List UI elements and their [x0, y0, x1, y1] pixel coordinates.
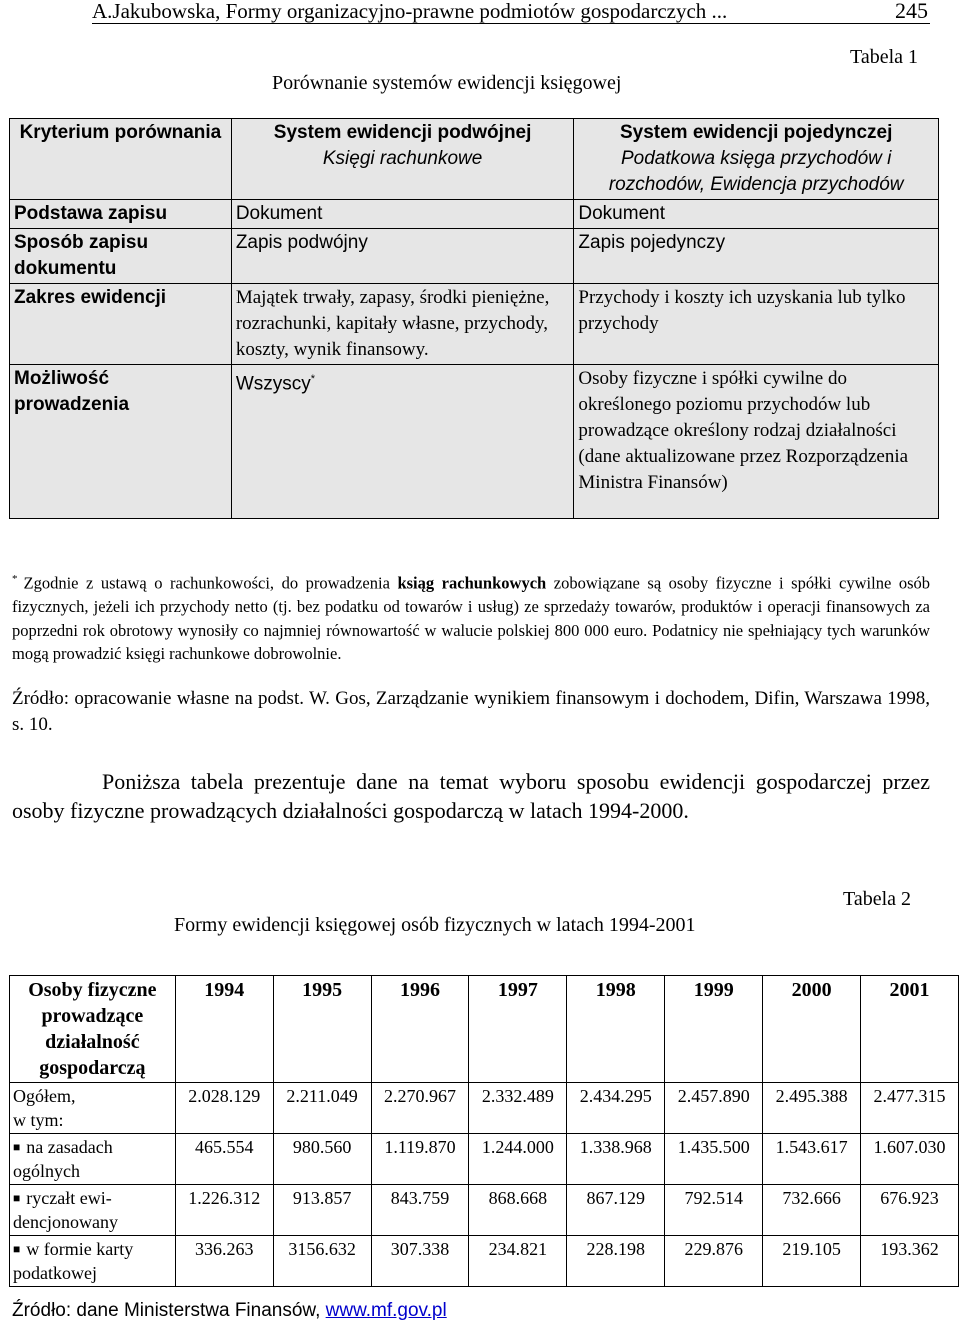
value-cell: 2.332.489 — [469, 1083, 567, 1134]
table1-title: Porównanie systemów ewidencji księgowej — [272, 72, 622, 94]
value-cell: 2.211.049 — [273, 1083, 371, 1134]
table2-label: Tabela 2 — [843, 888, 912, 910]
footnote-mark: * — [12, 573, 18, 585]
table-row — [10, 365, 939, 519]
year-header: 1997 — [469, 976, 567, 1083]
value-cell: 2.434.295 — [567, 1083, 665, 1134]
table-row — [10, 1185, 959, 1236]
year-header: 1998 — [567, 976, 665, 1083]
bookkeeping-forms-table — [9, 975, 959, 1287]
table2-title: Formy ewidencji księgowej osób fizycznych w latach 1994-2001 — [174, 914, 696, 936]
footnote-bold: ksiąg rachunkowych — [397, 573, 547, 593]
value-cell: 792.514 — [665, 1185, 763, 1236]
value-cell: 234.821 — [469, 1236, 567, 1287]
value-cell: 1.119.870 — [371, 1134, 469, 1185]
table-row — [10, 229, 939, 284]
year-header: 1999 — [665, 976, 763, 1083]
table2-source: Źródło: dane Ministerstwa Finansów, www.mf.gov.pl — [12, 1300, 447, 1321]
value-cell: 868.668 — [469, 1185, 567, 1236]
year-header: 1996 — [371, 976, 469, 1083]
header-criterion: Kryterium porównania — [10, 119, 232, 200]
table2-header-row — [10, 976, 959, 1083]
year-header: 1995 — [273, 976, 371, 1083]
ministry-link[interactable]: www.mf.gov.pl — [325, 1300, 447, 1321]
value-cell: 219.105 — [763, 1236, 861, 1287]
value-cell: 465.554 — [175, 1134, 273, 1185]
table-row — [10, 1236, 959, 1287]
double-cell: Wszyscy* — [231, 365, 574, 519]
value-cell: 732.666 — [763, 1185, 861, 1236]
table-row — [10, 200, 939, 229]
value-cell: 1.607.030 — [861, 1134, 959, 1185]
double-cell: Dokument — [231, 200, 574, 229]
value-cell: 1.338.968 — [567, 1134, 665, 1185]
single-cell: Zapis pojedynczy — [574, 229, 939, 284]
row-label: ■ w formie karty podatkowej — [10, 1236, 176, 1287]
header-single-sub: Podatkowa księga przychodów i rozchodów, Ewidencja przychodów — [608, 148, 904, 195]
value-cell: 3156.632 — [273, 1236, 371, 1287]
running-header-title: A.Jakubowska, Formy organizacyjno-prawne podmiotów gospodarczych ... — [92, 0, 728, 23]
criterion-cell: Zakres ewidencji — [10, 284, 232, 365]
year-header: 2000 — [763, 976, 861, 1083]
footnote: * Zgodnie z ustawą o rachunkowości, do prowadzenia ksiąg rachunkowych zobowiązane są osoby fizyczne i spółki cywilne osób fizycznych, jeżeli ich przychody netto (tj. bez podatku od towarów i usług) ze sprzedaży towarów, produktów i operacji finansowych za poprzedni rok obrotowy wynosiły co najmniej równowartość w walucie polskiej 800 000 euro. Podatnicy nie spełniający tych warunków mogą prowadzić księgi rachunkowe dobrowolnie. — [12, 573, 930, 663]
criterion-cell: Sposób zapisu dokumentu — [10, 229, 232, 284]
header-double-sub: Księgi rachunkowe — [322, 148, 483, 169]
running-header — [92, 0, 930, 24]
value-cell: 1.244.000 — [469, 1134, 567, 1185]
row-label: ■ na zasadach ogólnych — [10, 1134, 176, 1185]
square-bullet-icon: ■ — [13, 1140, 21, 1154]
header-single-entry: System ewidencji pojedynczej Podatkowa księga przychodów i rozchodów, Ewidencja przychodów — [574, 119, 939, 200]
value-cell: 2.270.967 — [371, 1083, 469, 1134]
criterion-cell: Podstawa zapisu — [10, 200, 232, 229]
header-double-entry: System ewidencji podwójnej Księgi rachunkowe — [231, 119, 574, 200]
single-cell: Dokument — [574, 200, 939, 229]
table1-source: Źródło: opracowanie własne na podst. W. Gos, Zarządzanie wynikiem finansowym i dochodem, Difin, Warszawa 1998, s. 10. — [12, 688, 930, 735]
table1-header-row — [10, 119, 939, 200]
criterion-cell: Możliwość prowadzenia — [10, 365, 232, 519]
comparison-table — [9, 118, 939, 519]
single-cell: Osoby fizyczne i spółki cywilne do określonego poziomu przychodów lub prowadzące określony rodzaj działalności (dane aktualizowane przez Rozporządzenia Ministra Finansów) — [574, 365, 939, 519]
value-cell: 229.876 — [665, 1236, 763, 1287]
footnote-mark: * — [310, 373, 316, 385]
corner-header: Osoby fizyczne prowadzące działalność gospodarczą — [10, 976, 176, 1083]
value-cell: 2.477.315 — [861, 1083, 959, 1134]
year-header: 1994 — [175, 976, 273, 1083]
value-cell: 2.028.129 — [175, 1083, 273, 1134]
value-cell: 307.338 — [371, 1236, 469, 1287]
table-row — [10, 1134, 959, 1185]
row-label: ■ ryczałt ewi-dencjonowany — [10, 1185, 176, 1236]
value-cell: 1.435.500 — [665, 1134, 763, 1185]
square-bullet-icon: ■ — [13, 1191, 21, 1205]
table1-label: Tabela 1 — [850, 46, 919, 68]
value-cell: 2.495.388 — [763, 1083, 861, 1134]
value-cell: 980.560 — [273, 1134, 371, 1185]
value-cell: 1.226.312 — [175, 1185, 273, 1236]
value-cell: 2.457.890 — [665, 1083, 763, 1134]
double-cell: Zapis podwójny — [231, 229, 574, 284]
year-header: 2001 — [861, 976, 959, 1083]
single-cell: Przychody i koszty ich uzyskania lub tylko przychody — [574, 284, 939, 365]
value-cell: 193.362 — [861, 1236, 959, 1287]
value-cell: 676.923 — [861, 1185, 959, 1236]
value-cell: 867.129 — [567, 1185, 665, 1236]
value-cell: 843.759 — [371, 1185, 469, 1236]
body-paragraph: Poniższa tabela prezentuje dane na temat wyboru sposobu ewidencji gospodarczej przez osoby fizyczne prowadzących działalności gospodarczą w latach 1994-2000. — [12, 769, 930, 823]
row-label: Ogółem, w tym: — [10, 1083, 176, 1134]
value-cell: 913.857 — [273, 1185, 371, 1236]
table-row — [10, 284, 939, 365]
value-cell: 228.198 — [567, 1236, 665, 1287]
double-cell: Majątek trwały, zapasy, środki pieniężne, rozrachunki, kapitały własne, przychody, koszty, wynik finansowy. — [231, 284, 574, 365]
value-cell: 336.263 — [175, 1236, 273, 1287]
table-row — [10, 1083, 959, 1134]
square-bullet-icon: ■ — [13, 1242, 21, 1256]
page-number: 245 — [895, 0, 928, 23]
value-cell: 1.543.617 — [763, 1134, 861, 1185]
